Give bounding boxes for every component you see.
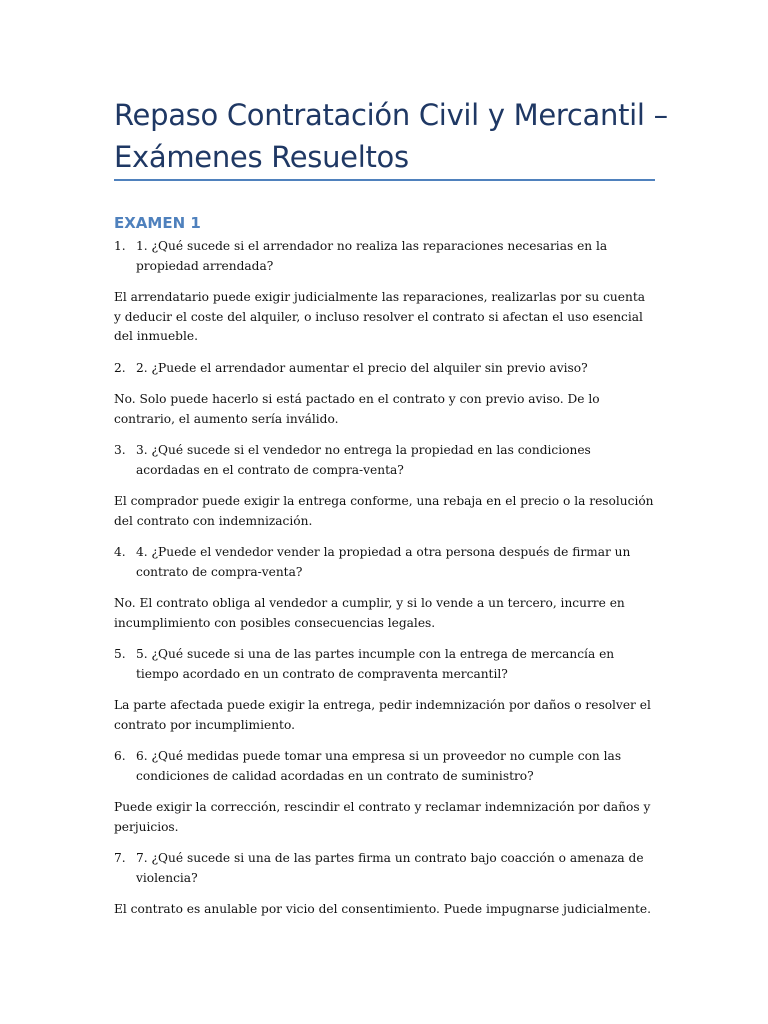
question — [114, 543, 654, 582]
question-text: 7. ¿Qué sucede si una de las partes firma un contrato bajo coacción o amenaza de violencia? — [136, 851, 644, 885]
question — [114, 645, 654, 684]
answer: El arrendatario puede exigir judicialmente las reparaciones, realizarlas por su cuenta y deducir el coste del alquiler, o incluso resolver el contrato si afectan el uso esencial del inmueble. — [114, 290, 646, 343]
question-text: 2. ¿Puede el arrendador aumentar el precio del alquiler sin previo aviso? — [136, 360, 588, 375]
list-number: 1. — [114, 239, 126, 253]
list-number: 3. — [114, 443, 126, 457]
question-text: 4. ¿Puede el vendedor vender la propiedad a otra persona después de firmar un contrato de compra-venta? — [136, 545, 631, 579]
question — [114, 747, 654, 786]
question-text: 3. ¿Qué sucede si el vendedor no entrega la propiedad en las condiciones acordadas en el contrato de compra-venta? — [136, 443, 591, 477]
question — [114, 237, 654, 276]
qa-list — [114, 237, 654, 932]
question — [114, 849, 654, 888]
answer: No. El contrato obliga al vendedor a cumplir, y si lo vende a un tercero, incurre en incumplimiento con posibles consecuencias legales. — [114, 596, 625, 630]
answer: El comprador puede exigir la entrega conforme, una rebaja en el precio o la resolución del contrato con indemnización. — [114, 494, 654, 528]
answer: La parte afectada puede exigir la entrega, pedir indemnización por daños o resolver el contrato por incumplimiento. — [114, 698, 651, 732]
qa-item — [114, 747, 654, 837]
answer: Puede exigir la corrección, rescindir el contrato y reclamar indemnización por daños y perjuicios. — [114, 800, 651, 834]
list-number: 7. — [114, 851, 126, 865]
question — [114, 441, 654, 480]
list-number: 5. — [114, 647, 126, 661]
title-underline — [114, 179, 655, 181]
question-text: 1. ¿Qué sucede si el arrendador no realiza las reparaciones necesarias en la propiedad arrendada? — [136, 239, 608, 273]
qa-item — [114, 359, 654, 430]
list-number: 6. — [114, 749, 126, 763]
question-text: 6. ¿Qué medidas puede tomar una empresa si un proveedor no cumple con las condiciones de calidad acordadas en un contrato de suministro? — [136, 749, 622, 783]
section-heading: EXAMEN 1 — [114, 214, 201, 232]
answer: No. Solo puede hacerlo si está pactado en el contrato y con previo aviso. De lo contrario, el aumento sería inválido. — [114, 392, 600, 426]
qa-item — [114, 543, 654, 633]
qa-item — [114, 441, 654, 531]
qa-item — [114, 237, 654, 347]
question-text: 5. ¿Qué sucede si una de las partes incumple con la entrega de mercancía en tiempo acordado en un contrato de compraventa mercantil? — [136, 647, 615, 681]
list-number: 4. — [114, 545, 126, 559]
document-title: Repaso Contratación Civil y Mercantil – Exámenes Resueltos — [114, 98, 668, 174]
answer: El contrato es anulable por vicio del consentimiento. Puede impugnarse judicialmente. — [114, 902, 651, 916]
question — [114, 359, 654, 379]
qa-item — [114, 645, 654, 735]
qa-item — [114, 849, 654, 920]
list-number: 2. — [114, 360, 126, 375]
